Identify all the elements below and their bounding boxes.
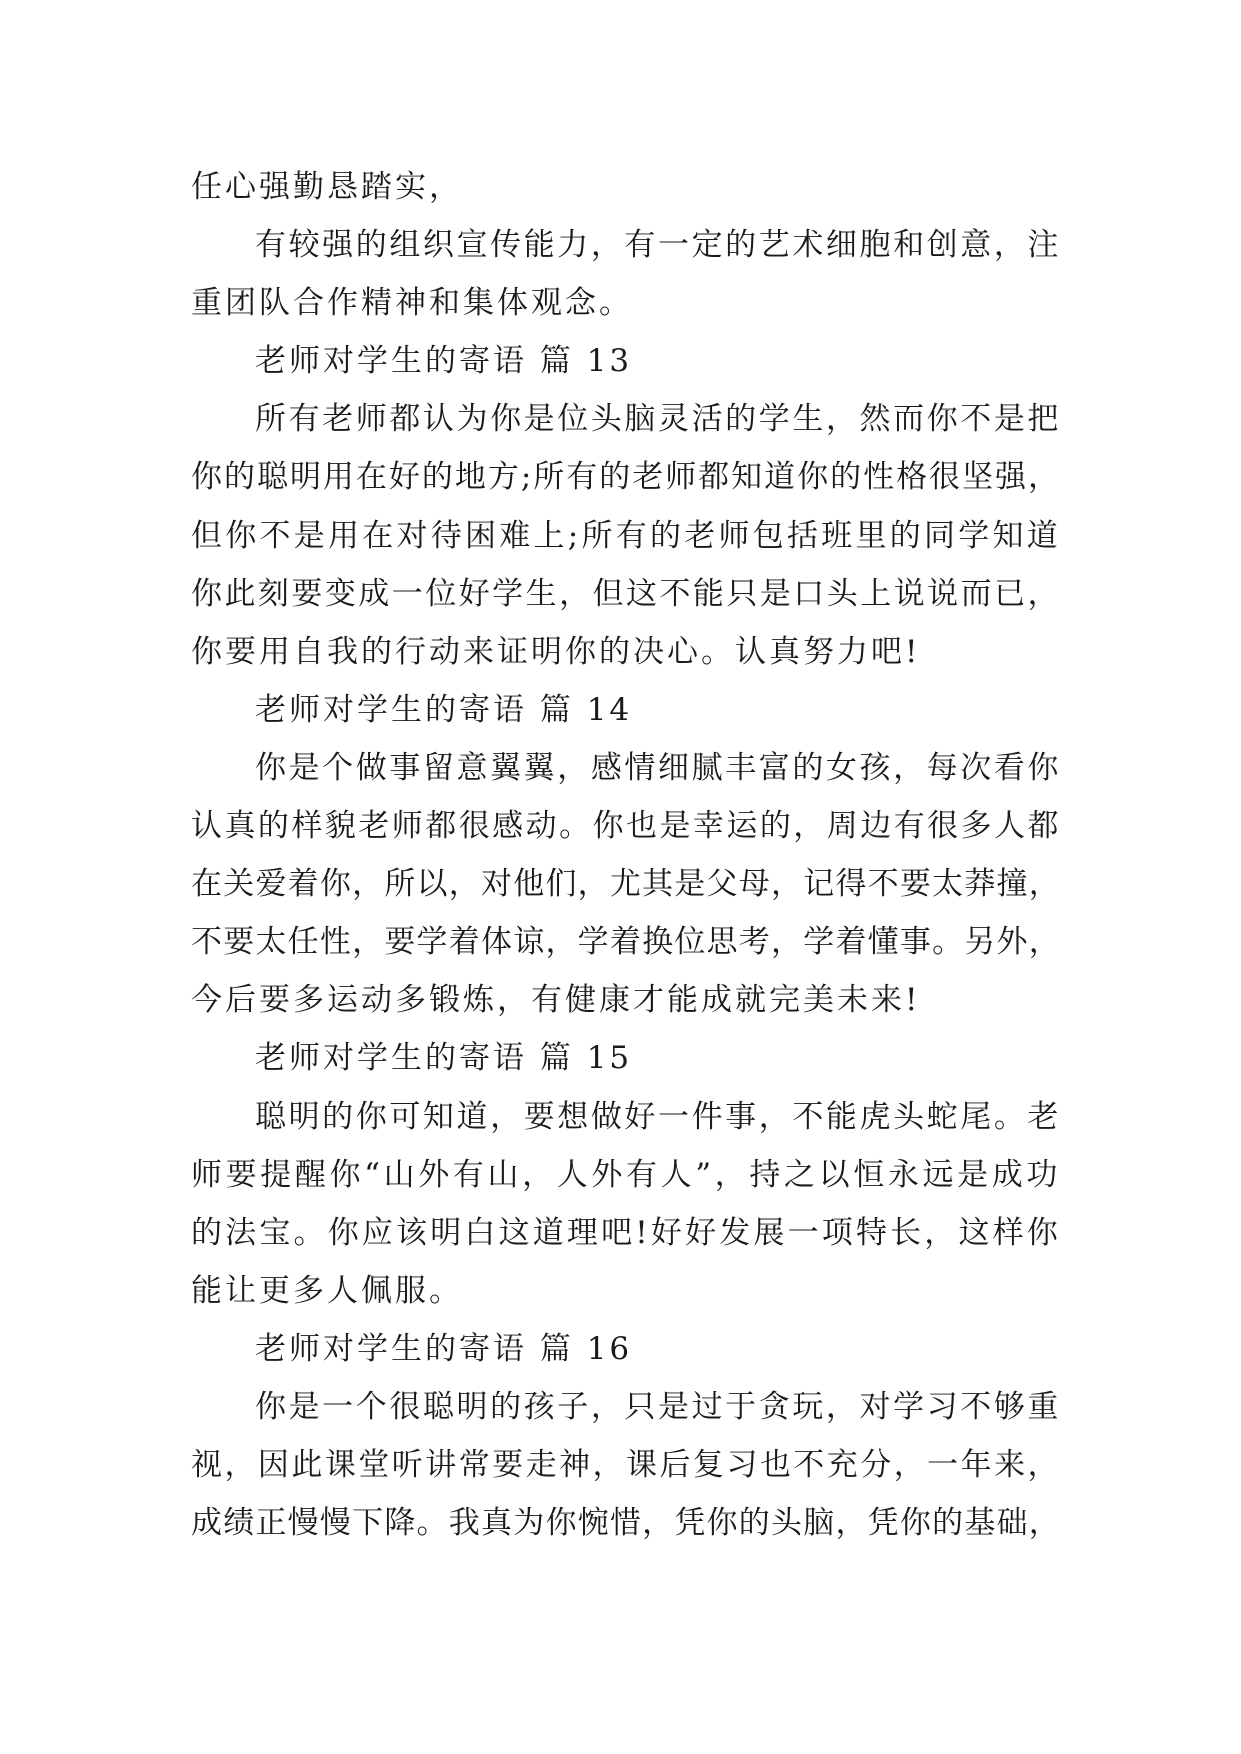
text-line: 能让更多人佩服。 — [191, 1272, 463, 1309]
text-line: 在关爱着你，所以，对他们，尤其是父母，记得不要太莽撞， — [191, 866, 1061, 903]
text-line: 你是个做事留意翼翼，感情细腻丰富的女孩，每次看你 — [255, 749, 1061, 786]
text-line: 聪明的你可知道，要想做好一件事，不能虎头蛇尾。老 — [255, 1098, 1061, 1135]
text-line: 但你不是用在对待困难上;所有的老师包括班里的同学知道 — [191, 517, 1061, 554]
text-line: 师要提醒你“山外有山，人外有人”，持之以恒永远是成功 — [191, 1156, 1061, 1193]
document-body — [191, 158, 1061, 1552]
text-line: 有较强的组织宣传能力，有一定的艺术细胞和创意，注 — [255, 227, 1061, 264]
text-line: 的法宝。你应该明白这道理吧!好好发展一项特长，这样你 — [191, 1214, 1061, 1251]
section-heading: 老师对学生的寄语 篇 13 — [255, 343, 633, 380]
text-line: 不要太任性，要学着体谅，学着换位思考，学着懂事。另外， — [191, 924, 1061, 961]
text-line: 视，因此课堂听讲常要走神，课后复习也不充分，一年来， — [191, 1447, 1061, 1484]
text-line: 成绩正慢慢下降。我真为你惋惜，凭你的头脑，凭你的基础， — [191, 1505, 1061, 1542]
text-line: 你的聪明用在好的地方;所有的老师都知道你的性格很坚强， — [191, 459, 1061, 496]
text-line: 认真的样貌老师都很感动。你也是幸运的，周边有很多人都 — [191, 808, 1061, 845]
section-heading: 老师对学生的寄语 篇 14 — [255, 691, 633, 728]
text-line: 重团队合作精神和集体观念。 — [191, 285, 633, 322]
text-line: 所有老师都认为你是位头脑灵活的学生，然而你不是把 — [255, 401, 1061, 438]
section-heading: 老师对学生的寄语 篇 15 — [255, 1040, 633, 1077]
text-line: 今后要多运动多锻炼，有健康才能成就完美未来! — [191, 982, 921, 1019]
text-line: 你此刻要变成一位好学生，但这不能只是口头上说说而已， — [191, 575, 1061, 612]
text-line: 任心强勤恳踏实， — [191, 169, 463, 205]
section-heading: 老师对学生的寄语 篇 16 — [255, 1330, 633, 1367]
text-line: 你是一个很聪明的孩子，只是过于贪玩，对学习不够重 — [255, 1388, 1061, 1425]
text-line: 你要用自我的行动来证明你的决心。认真努力吧! — [191, 633, 921, 670]
